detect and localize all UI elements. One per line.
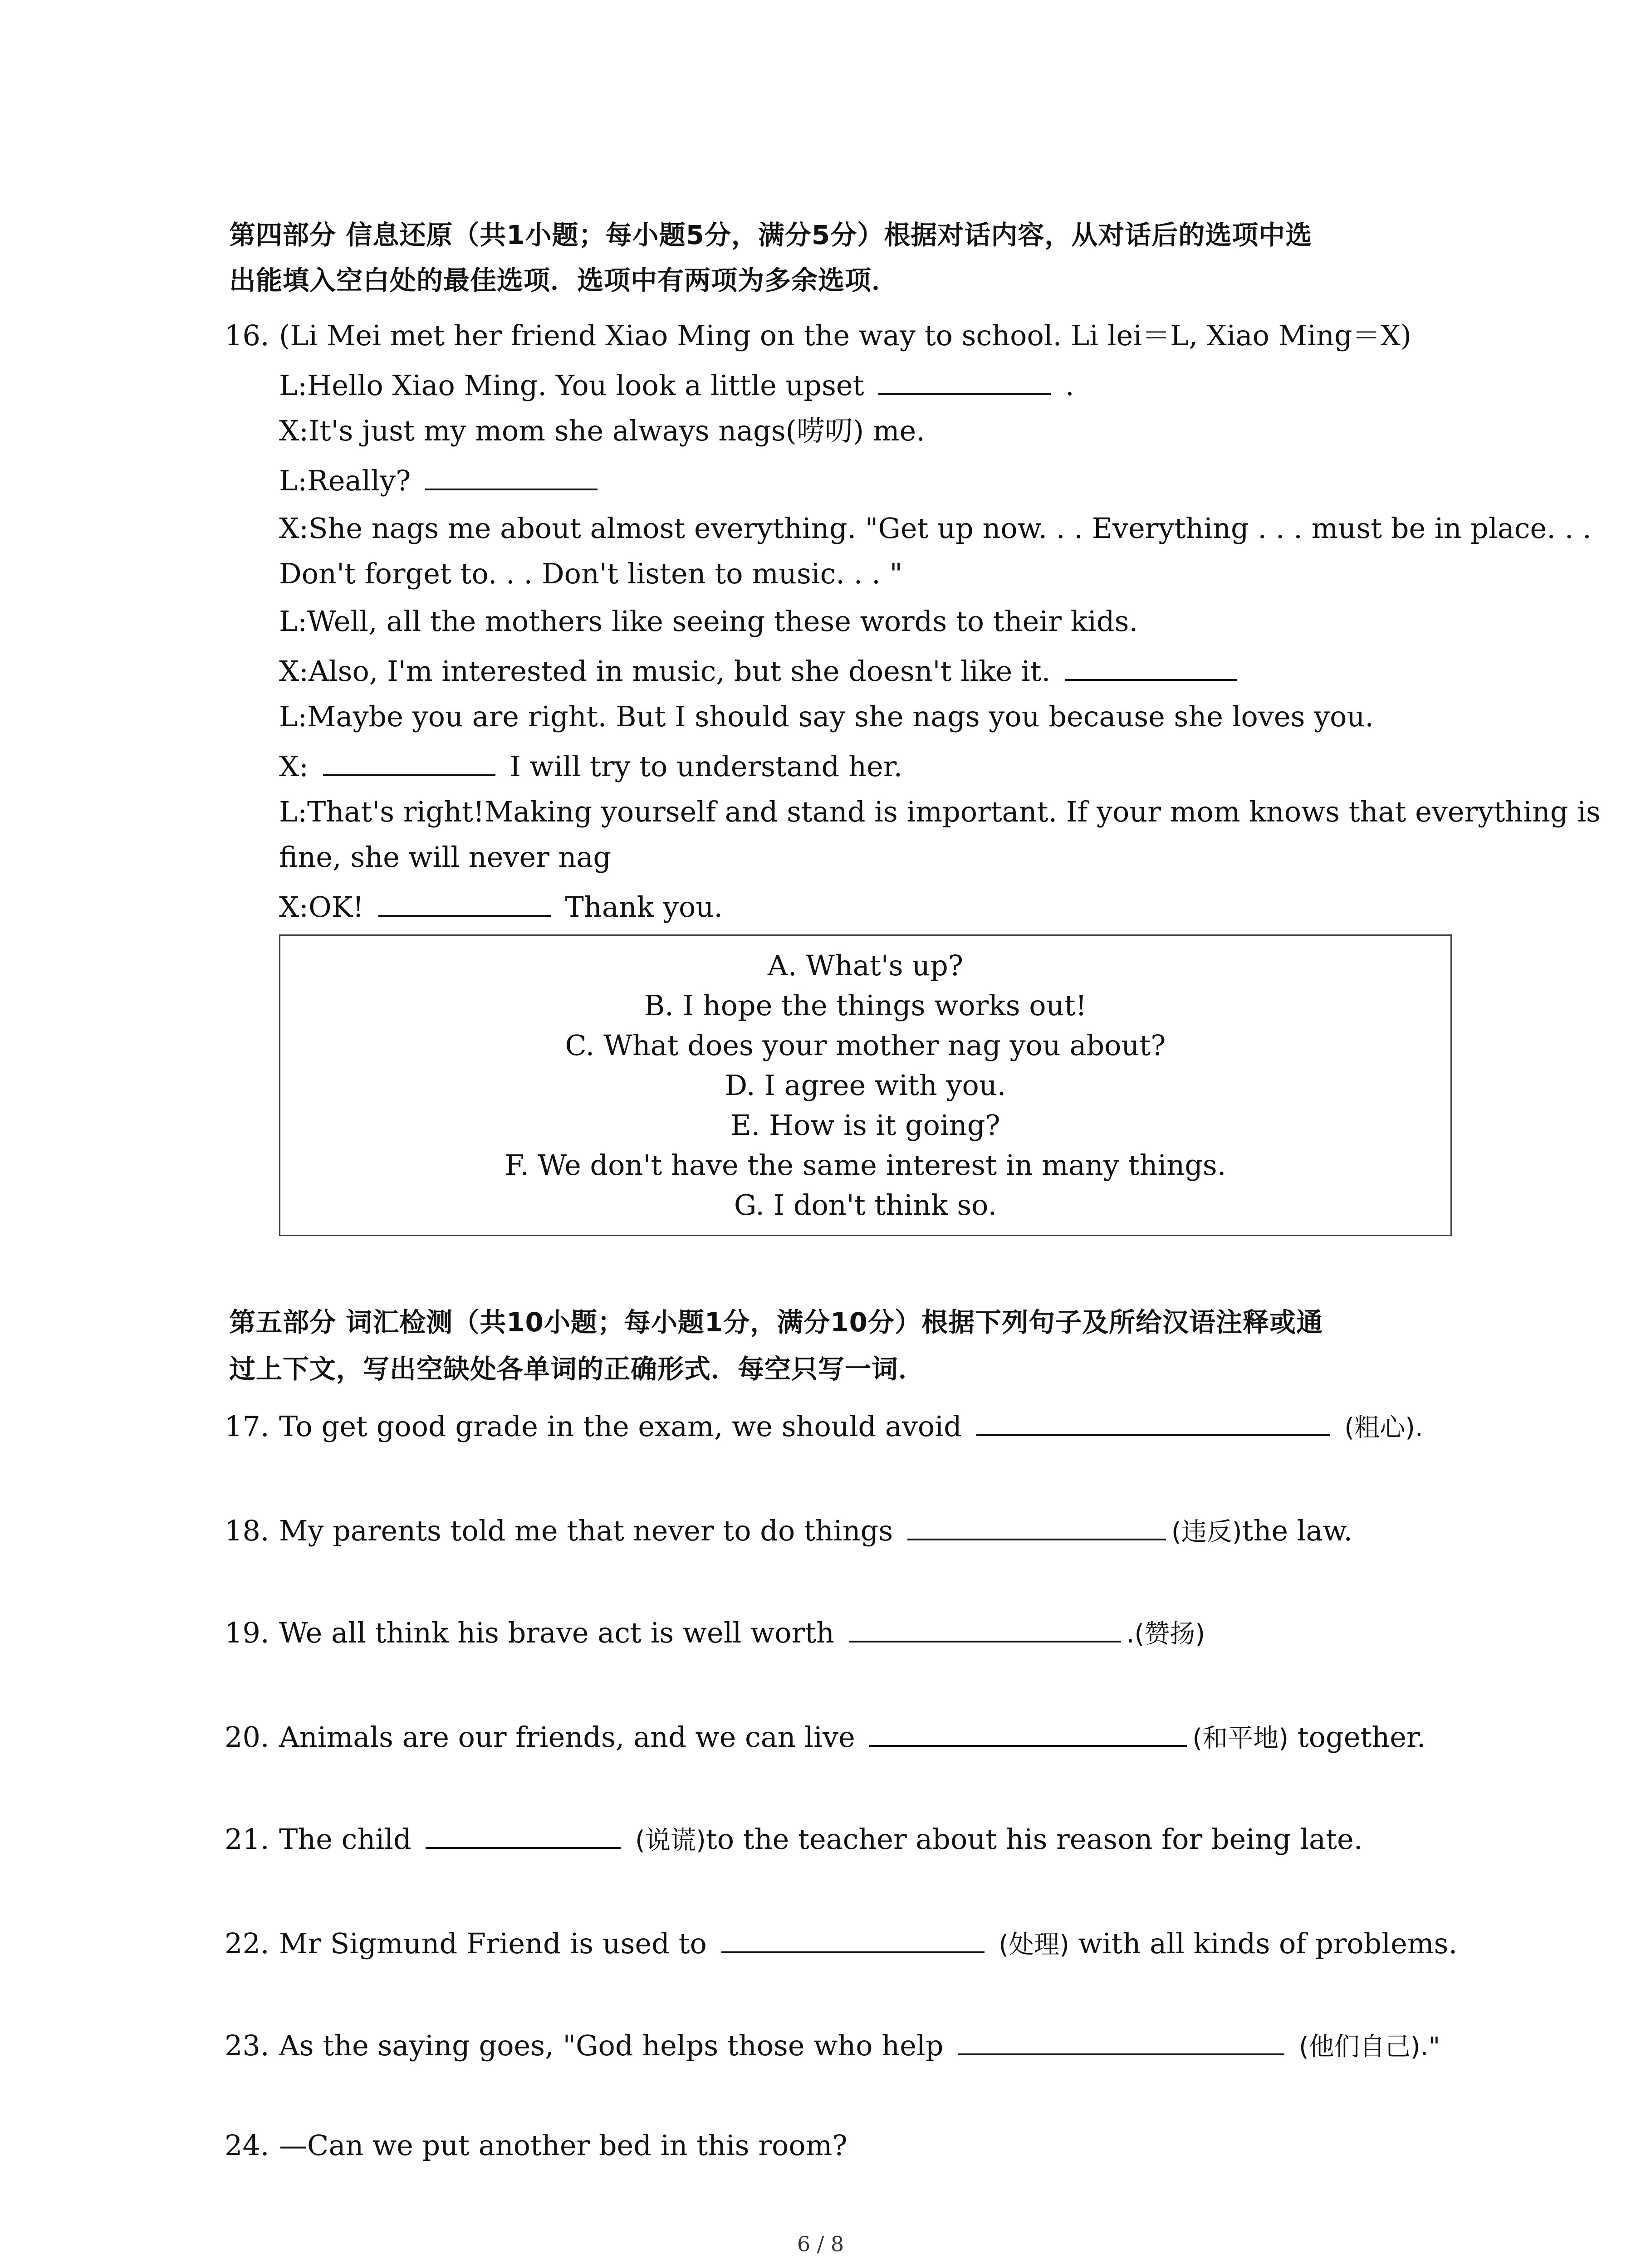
question-number-16: 16.	[225, 319, 269, 352]
dialogue-line-6: X:Also, I'm interested in music, but she doesn't like it.	[279, 649, 1243, 694]
dialogue-line-9a: L:That's right!Making yourself and stand is important. If your mom knows that everything is	[279, 795, 1601, 828]
q16-intro: (Li Mei met her friend Xiao Ming on the way to school. Li lei＝L, Xiao Ming＝X)	[279, 319, 1411, 352]
option-f: F. We don't have the same interest in many things.	[505, 1149, 1226, 1182]
dialogue-line-7: L:Maybe you are right. But I should say she nags you because she loves you.	[279, 700, 1374, 733]
answer-blank-3[interactable]	[1065, 651, 1237, 681]
option-c: C. What does your mother nag you about?	[565, 1029, 1166, 1062]
vocab-blank-22[interactable]	[721, 1923, 985, 1953]
dialogue-line-9b: fine, she will never nag	[279, 841, 612, 874]
dialogue-line-5: L:Well, all the mothers like seeing these words to their kids.	[279, 605, 1138, 638]
part5-heading-line2: 过上下文，写出空缺处各单词的正确形式．每空只写一词．	[229, 1354, 926, 1384]
question-number-24: 24.	[225, 2129, 269, 2162]
answer-blank-5[interactable]	[378, 887, 551, 917]
question-18: My parents told me that never to do things (违反)the law.	[279, 1508, 1352, 1555]
vocab-blank-19[interactable]	[849, 1613, 1121, 1642]
dialogue-line-2: X:It's just my mom she always nags(唠叨) me.	[279, 414, 925, 447]
question-number-22: 22.	[225, 1927, 269, 1960]
question-number-23: 23.	[225, 2029, 269, 2062]
answer-blank-2[interactable]	[425, 460, 598, 490]
vocab-blank-23[interactable]	[958, 2025, 1284, 2055]
part5-heading-line1: 第五部分 词汇检测（共10小题；每小题1分，满分10分）根据下列句子及所给汉语注释或通	[229, 1307, 1323, 1338]
question-20: Animals are our friends, and we can live (和平地) together.	[279, 1715, 1426, 1761]
question-17: To get good grade in the exam, we should avoid (粗心).	[279, 1404, 1423, 1451]
dialogue-line-8: X: I will try to understand her.	[279, 744, 902, 789]
options-box	[279, 934, 1452, 1236]
option-a: A. What's up?	[767, 949, 964, 982]
dialogue-line-4b: Don't forget to. . . Don't listen to music. . . "	[279, 557, 903, 590]
part4-heading-line1: 第四部分 信息还原（共1小题；每小题5分，满分5分）根据对话内容，从对话后的选项中选	[229, 220, 1313, 250]
vocab-blank-20[interactable]	[869, 1717, 1187, 1747]
question-22: Mr Sigmund Friend is used to (处理) with all kinds of problems.	[279, 1921, 1457, 1968]
question-number-18: 18.	[225, 1514, 269, 1547]
question-24: —Can we put another bed in this room?	[279, 2129, 847, 2162]
answer-blank-4[interactable]	[323, 746, 495, 776]
option-g: G. I don't think so.	[734, 1188, 997, 1222]
question-21: The child (说谎)to the teacher about his reason for being late.	[279, 1817, 1362, 1863]
vocab-blank-17[interactable]	[976, 1406, 1330, 1436]
question-number-19: 19.	[225, 1616, 269, 1649]
question-19: We all think his brave act is well worth .(赞扬)	[279, 1610, 1205, 1657]
vocab-blank-21[interactable]	[426, 1819, 621, 1849]
option-d: D. I agree with you.	[725, 1069, 1006, 1102]
dialogue-line-3: L:Really?	[279, 458, 603, 503]
answer-blank-1[interactable]	[878, 365, 1051, 395]
vocab-blank-18[interactable]	[907, 1510, 1166, 1540]
part4-heading-line2: 出能填入空白处的最佳选项．选项中有两项为多余选项．	[229, 265, 899, 296]
dialogue-line-4a: X:She nags me about almost everything. "Get up now. . . Everything . . . must be in place. . .	[279, 512, 1592, 545]
page-number: 6 / 8	[797, 2232, 844, 2256]
option-b: B. I hope the things works out!	[644, 989, 1087, 1022]
question-number-21: 21.	[225, 1823, 269, 1856]
dialogue-line-1: L:Hello Xiao Ming. You look a little upset .	[279, 363, 1074, 408]
question-number-17: 17.	[225, 1410, 269, 1443]
option-e: E. How is it going?	[730, 1109, 1000, 1142]
question-number-20: 20.	[225, 1721, 269, 1754]
question-23: As the saying goes, "God helps those who help (他们自己)."	[279, 2023, 1440, 2070]
dialogue-line-10: X:OK! Thank you.	[279, 885, 723, 930]
